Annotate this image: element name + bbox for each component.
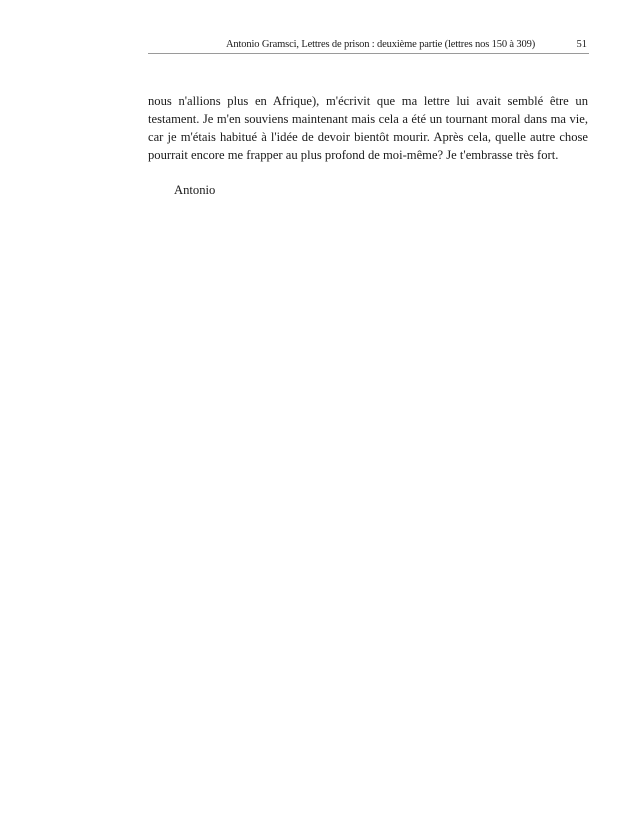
letter-paragraph: nous n'allions plus en Afrique), m'écrivit que ma lettre lui avait semblé être un testament. Je m'en souviens maintenant mais cela a été un tournant moral dans ma vie, car je m'étais habitué à l'idée de devoir bientôt mourir. Après cela, quelle autre chose pourrait encore me frapper au plus profond de moi-même? Je t'embrasse très fort.: [148, 94, 588, 162]
running-title: Antonio Gramsci, Lettres de prison : deuxième partie (lettres nos 150 à 309): [226, 39, 536, 50]
header-divider: [148, 53, 589, 54]
running-header: [148, 38, 589, 52]
letter-signature: Antonio: [174, 183, 216, 197]
letter-body: [148, 92, 588, 164]
page-number: 51: [576, 39, 587, 50]
